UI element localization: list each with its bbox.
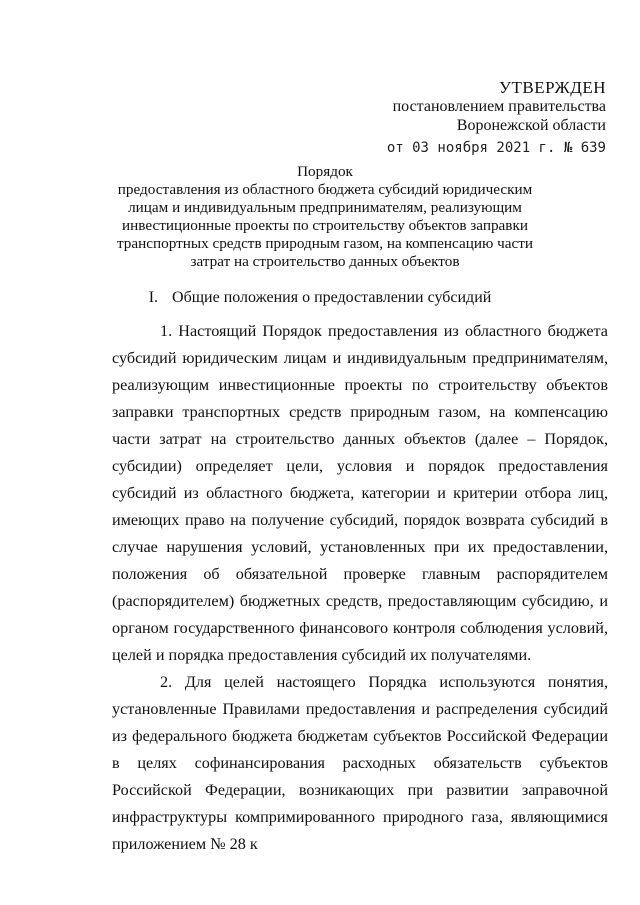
approval-line-2: Воронежской области <box>456 117 606 134</box>
paragraph-1: 1. Настоящий Порядок предоставления из областного бюджета субсидий юридическим лицам и индивидуальным предпринимателям, реализующим инвестиционные проекты по строительству объектов заправки транспортных средств природным газом, на компенсацию части затрат на строительство данных объектов (далее – Порядок, субсидии) определяет цели, условия и порядок предоставления субсидий из областного бюджета, категории и критерии отбора лиц, имеющих право на получение субсидий, порядок возврата субсидий в случае нарушения условий, установленных при их предоставлении, положения об обязательной проверке главным распорядителем (распорядителем) бюджетных средств, предоставляющим субсидию, и органом государственного финансового контроля соблюдения условий, целей и порядка предоставления субсидий их получателями. <box>112 322 608 664</box>
paragraph-2: 2. Для целей настоящего Порядка используются понятия, установленные Правилами предоставления и распределения субсидий из федерального бюджета бюджетам субъектов Российской Федерации в целях софинансирования расходных обязательств субъектов Российской Федерации, возникающих при развитии заправочной инфраструктуры компримированного природного газа, являющимися приложением № 28 к <box>112 673 608 853</box>
section-number: I. <box>148 289 159 306</box>
section-title: Общие положения о предоставлении субсидий <box>172 289 492 306</box>
document-title-block <box>100 163 550 271</box>
body-text <box>112 318 608 858</box>
approval-block <box>387 78 606 158</box>
document-title: Порядок <box>297 163 353 180</box>
section-heading <box>0 288 640 308</box>
approval-line-1: постановлением правительства <box>392 98 606 115</box>
approved-label: УТВЕРЖДЕН <box>499 78 606 97</box>
approval-date-stamp: от 03 ноября 2021 г. № 639 <box>386 140 606 156</box>
document-subtitle: предоставления из областного бюджета субсидий юридическим лицам и индивидуальным предпринимателям, реализующим инвестиционные проекты по строительству объектов заправки транспортных средств природным газом, на компенсацию части затрат на строительство данных объектов <box>116 181 534 270</box>
